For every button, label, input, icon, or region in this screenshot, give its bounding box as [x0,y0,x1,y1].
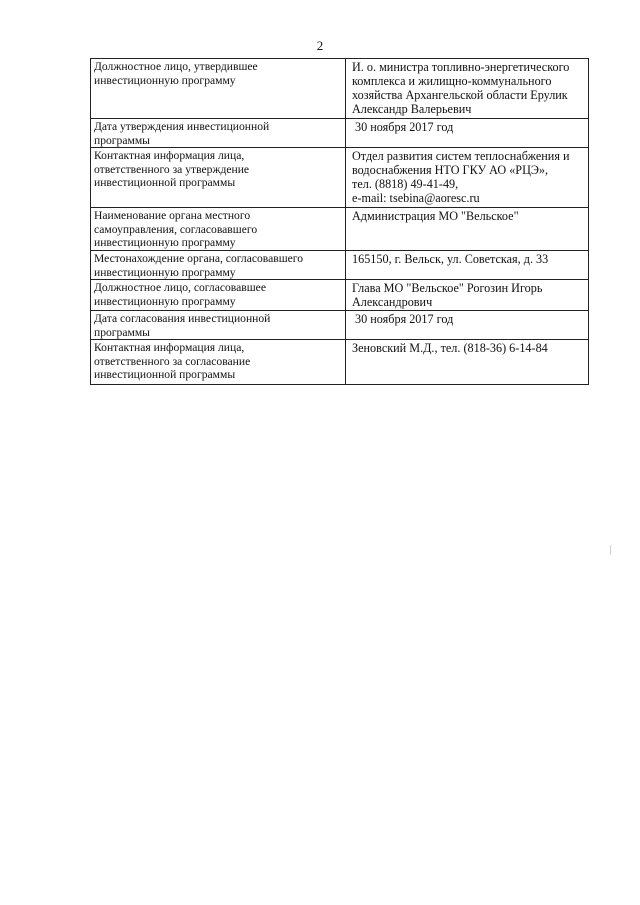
label-line: самоуправления, согласовавшего [94,222,258,236]
value-line: тел. (8818) 49-41-49, [352,177,459,191]
value-line: Глава МО "Вельское" Рогозин Игорь [352,281,543,295]
label-line: инвестиционную программу [94,265,236,279]
label-line: Дата согласования инвестиционной [94,312,271,325]
row-value [346,119,589,148]
row-value [346,340,589,385]
table-row [91,311,589,340]
row-label [91,148,346,208]
label-line: Должностное лицо, утвердившее [94,60,258,73]
value-line: Александрович [352,295,433,309]
table-row [91,119,589,148]
row-label [91,340,346,385]
label-line: инвестиционную программу [94,73,236,87]
value-line: 30 ноября 2017 год [352,312,454,326]
label-line: инвестиционной программы [94,176,236,189]
value-line: Зеновский М.Д., тел. (818-36) 6-14-84 [352,341,548,355]
value-line: водоснабжения НТО ГКУ АО «РЦЭ», [352,163,549,177]
row-label [91,251,346,280]
row-value [346,251,589,280]
label-line: инвестиционную программу [94,236,236,249]
row-label [91,59,346,119]
table-row [91,340,589,385]
row-label [91,280,346,311]
value-line: 30 ноября 2017 год [352,120,454,134]
label-line: Наименование органа местного [94,209,251,222]
table-row [91,59,589,119]
row-value [346,148,589,208]
value-line: Александр Валерьевич [352,102,472,116]
page-number: 2 [316,38,324,53]
value-line: 165150, г. Вельск, ул. Советская, д. 33 [352,252,549,266]
row-value [346,280,589,311]
value-line: Отдел развития систем теплоснабжения и [352,149,570,163]
row-label [91,311,346,340]
label-line: ответственного за согласование [94,354,251,368]
label-line: программы [94,133,150,147]
scan-artifact [610,545,611,555]
table-row [91,280,589,311]
table-row [91,208,589,251]
value-line: комплекса и жилищно-коммунального [352,74,552,88]
row-value [346,208,589,251]
label-line: Контактная информация лица, [94,341,245,354]
table-row [91,148,589,208]
label-line: инвестиционную программу [94,294,236,308]
label-line: инвестиционной программы [94,368,236,381]
value-line: хозяйства Архангельской области Ерулик [352,88,568,102]
row-value [346,311,589,340]
row-label [91,119,346,148]
table-row [91,251,589,280]
investment-program-info-table [90,58,589,385]
row-label [91,208,346,251]
label-line: Местонахождение органа, согласовавшего [94,252,304,265]
value-line: Администрация МО "Вельское" [352,209,519,223]
label-line: Контактная информация лица, [94,149,245,162]
value-line: И. о. министра топливно-энергетического [352,60,570,74]
value-line: e-mail: tsebina@aoresc.ru [352,191,480,205]
label-line: Должностное лицо, согласовавшее [94,281,266,294]
label-line: Дата утверждения инвестиционной [94,120,270,133]
label-line: ответственного за утверждение [94,162,250,176]
row-value [346,59,589,119]
label-line: программы [94,325,150,339]
